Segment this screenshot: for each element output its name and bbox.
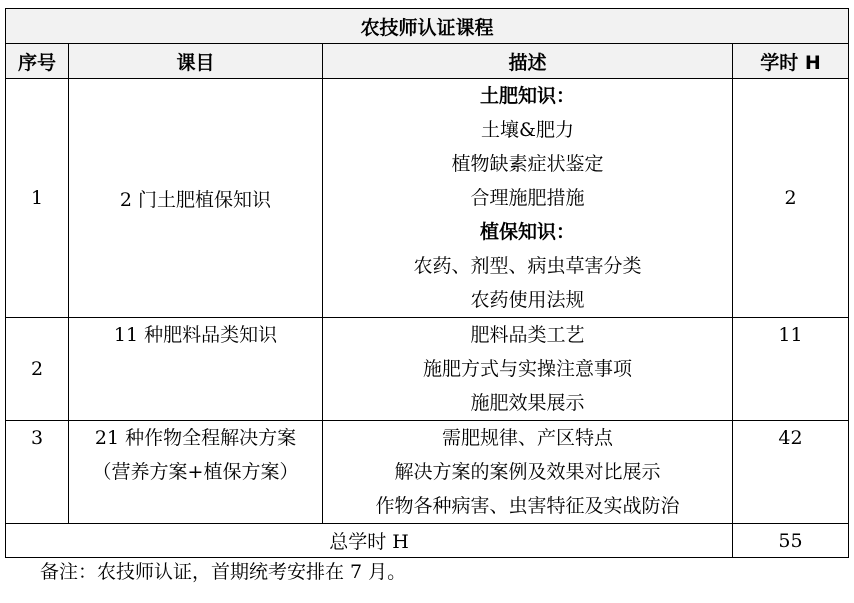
description-line: 作物各种病害、虫害特征及实战防治	[375, 495, 680, 517]
description-line: 肥料品类工艺	[470, 324, 585, 346]
total-row	[6, 524, 849, 558]
course-table	[5, 8, 849, 558]
index-value: 3	[30, 427, 44, 449]
row-subject: 2 门土肥植保知识	[69, 79, 323, 318]
total-label: 总学时 H	[6, 524, 733, 558]
row-subject	[69, 318, 323, 421]
footnote: 备注：农技师认证，首期统考安排在 7 月。	[40, 561, 407, 583]
row-hours	[733, 421, 849, 524]
header-description: 描述	[323, 44, 733, 79]
description-line: 土肥知识：	[479, 85, 575, 107]
subject-line: （营养方案+植保方案）	[92, 461, 299, 483]
table-row	[6, 318, 849, 421]
row-hours	[733, 318, 849, 421]
total-hours: 55	[733, 524, 849, 558]
subject-line: 21 种作物全程解决方案	[94, 427, 297, 449]
row-description	[323, 318, 733, 421]
row-index: 1	[6, 79, 69, 318]
description-line: 合理施肥措施	[470, 187, 585, 209]
table-row	[6, 421, 849, 524]
description-line: 农药、剂型、病虫草害分类	[413, 255, 642, 277]
description-line: 农药使用法规	[470, 289, 585, 311]
hours-value: 11	[778, 324, 803, 346]
description-line: 施肥效果展示	[470, 392, 585, 414]
row-hours: 2	[733, 79, 849, 318]
description-line: 施肥方式与实操注意事项	[422, 358, 632, 380]
table-title: 农技师认证课程	[6, 9, 849, 44]
table-row	[6, 79, 849, 318]
header-subject: 课目	[69, 44, 323, 79]
table-header-row	[6, 44, 849, 79]
table-title-row	[6, 9, 849, 44]
header-index: 序号	[6, 44, 69, 79]
header-hours: 学时 H	[733, 44, 849, 79]
row-description	[323, 79, 733, 318]
description-line: 解决方案的案例及效果对比展示	[394, 461, 661, 483]
description-line: 需肥规律、产区特点	[441, 427, 613, 449]
row-index	[6, 421, 69, 524]
row-index: 2	[6, 318, 69, 421]
subject-line: 11 种肥料品类知识	[113, 324, 278, 346]
row-description	[323, 421, 733, 524]
description-line: 土壤&肥力	[481, 119, 574, 141]
row-subject	[69, 421, 323, 524]
description-line: 植物缺素症状鉴定	[451, 153, 604, 175]
description-line: 植保知识：	[479, 221, 575, 243]
hours-value: 42	[778, 427, 803, 449]
